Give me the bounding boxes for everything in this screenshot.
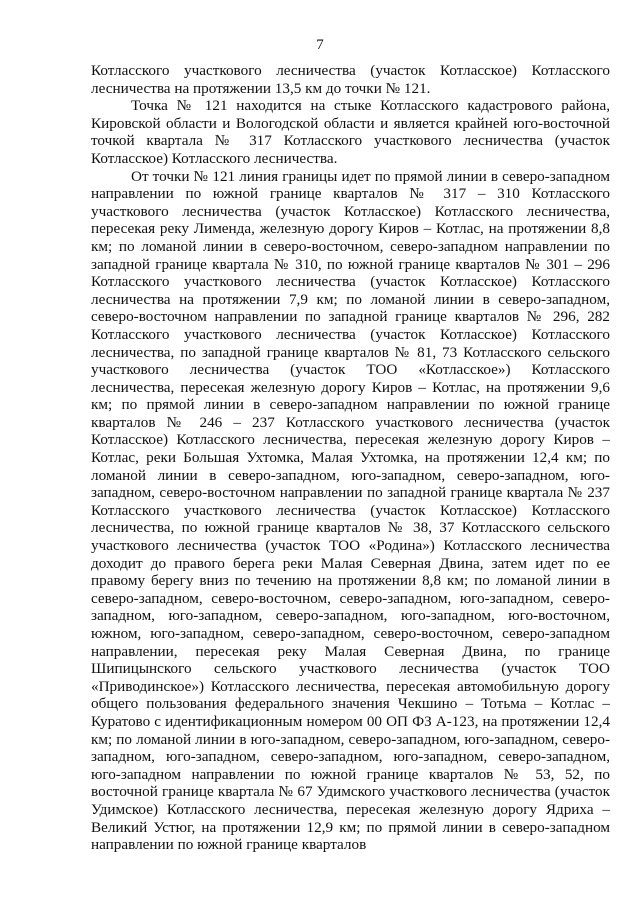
document-body bbox=[91, 62, 610, 854]
paragraph-continuation: Котласского участкового лесничества (участок Котласское) Котласского лесничества на протяжении 13,5 км до точки № 121. bbox=[91, 62, 610, 97]
page-number: 7 bbox=[316, 37, 324, 53]
paragraph-boundary-description: От точки № 121 линия границы идет по прямой линии в северо-западном направлении по южной границе кварталов № 317 – 310 Котласского участкового лесничества (участок Котласское) Котласского лесничества, пересекая реку Лименда, железную дорогу Киров – Котлас, на протяжении 8,8 км; по ломаной линии в северо-восточном, северо-западном направлении по западной границе квартала № 310, по южной границе кварталов № 301 – 296 Котласского участкового лесничества (участок Котласское) Котласского лесничества на протяжении 7,9 км; по ломаной линии в северо-западном, северо-восточном направлении по западной границе кварталов № 296, 282 Котласского участкового лесничества (участок Котласское) Котласского лесничества, по западной границе кварталов № 81, 73 Котласского сельского участкового лесничества (участок ТОО «Котласское») Котласского лесничества, пересекая железную дорогу Киров – Котлас, на протяжении 9,6 км; по прямой линии в северо-западном направлении по южной границе кварталов № 246 – 237 Котласского участкового лесничества (участок Котласское) Котласского лесничества, пересекая железную дорогу Киров – Котлас, реки Большая Ухтомка, Малая Ухтомка, на протяжении 12,4 км; по ломаной линии в северо-западном, юго-западном, северо-западном, юго-западном, северо-восточном направлении по западной границе квартала № 237 Котласского участкового лесничества (участок Котласское) Котласского лесничества, по южной границе кварталов № 38, 37 Котласского сельского участкового лесничества (участок ТОО «Родина») Котласского лесничества доходит до правого берега реки Малая Северная Двина, затем идет по ее правому берегу вниз по течению на протяжении 8,8 км; по ломаной линии в северо-западном, северо-восточном, северо-западном, юго-западном, северо-западном, юго-западном, северо-западном, юго-западном, юго-восточном, южном, юго-западном, северо-западном, северо-восточном, северо-западном направлении, пересекая реку Малая Северная Двина, по границе Шипицынского сельского участкового лесничества (участок ТОО «Приводинское») Котласского лесничества, пересекая автомобильную дорогу общего пользования федерального значения Чекшино – Тотьма – Котлас – Куратово с идентификационным номером 00 ОП ФЗ А-123, на протяжении 12,4 км; по ломаной линии в юго-западном, северо-западном, юго-западном, северо-западном, юго-западном, северо-западном, юго-западном, северо-западном, юго-западном направлении по южной границе кварталов № 53, 52, по восточной границе квартала № 67 Удимского участкового лесничества (участок Удимское) Котласского лесничества, пересекая железную дорогу Ядриха – Великий Устюг, на протяжении 12,9 км; по прямой линии в северо-западном направлении по южной границе кварталов bbox=[91, 167, 610, 854]
paragraph-point-121: Точка № 121 находится на стыке Котласского кадастрового района, Кировской области и Вологодской области и является крайней юго-восточной точкой квартала № 317 Котласского участкового лесничества (участок Котласское) Котласского лесничества. bbox=[91, 97, 610, 167]
